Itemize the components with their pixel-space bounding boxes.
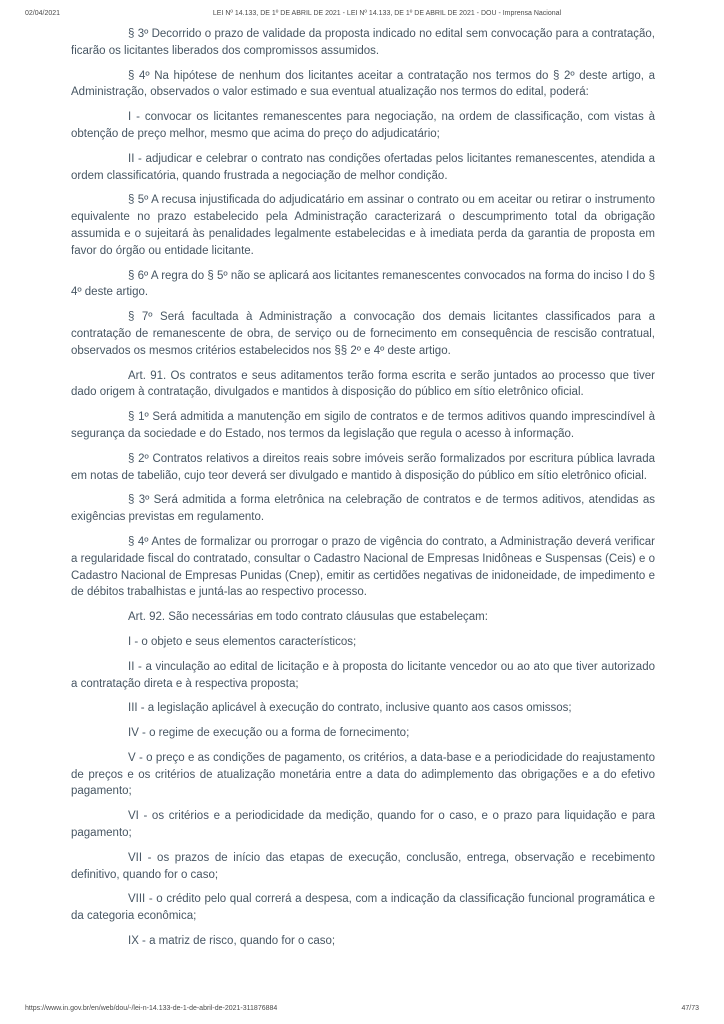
source-url: https://www.in.gov.br/en/web/dou/-/lei-n-14.133-de-1-de-abril-de-2021-311876884 [25, 1005, 278, 1012]
paragraph: IX - a matriz de risco, quando for o caso; [128, 935, 336, 948]
paragraph: I - o objeto e seus elementos característicos; [128, 635, 357, 648]
paragraph: IV - o regime de execução ou a forma de fornecimento; [128, 727, 410, 740]
paragraph: § 6º A regra do § 5º não se aplicará aos licitantes remanescentes convocados na forma do inciso I do § 4º deste artigo. [71, 269, 655, 299]
paragraph: VI - os critérios e a periodicidade da medição, quando for o caso, e o prazo para liquidação e para pagamento; [71, 810, 655, 840]
print-date: 02/04/2021 [25, 10, 61, 17]
paragraph: § 1º Será admitida a manutenção em sigilo de contratos e de termos aditivos quando imprescindível à segurança da sociedade e do Estado, nos termos da legislação que regula o acesso à informação. [71, 411, 655, 440]
print-header [0, 10, 724, 22]
print-footer [0, 1002, 724, 1012]
document-title: LEI Nº 14.133, DE 1º DE ABRIL DE 2021 - LEI Nº 14.133, DE 1º DE ABRIL DE 2021 - DOU - Imprensa Nacional [212, 10, 562, 17]
paragraph: Art. 91. Os contratos e seus aditamentos terão forma escrita e serão juntados ao processo que tiver dado origem à contratação, divulgados e mantidos à disposição do público em sítio eletrônico oficial. [71, 369, 655, 399]
paragraph: II - a vinculação ao edital de licitação e à proposta do licitante vencedor ou ao ato que tiver autorizado a contratação direta e à respectiva proposta; [71, 660, 655, 690]
paragraph: VIII - o crédito pelo qual correrá a despesa, com a indicação da classificação funcional programática e da categoria econômica; [71, 893, 655, 923]
paragraph: § 4º Na hipótese de nenhum dos licitantes aceitar a contratação nos termos do § 2º deste artigo, a Administração, observados o valor estimado e sua eventual atualização nos termos do edital, poderá: [71, 69, 655, 99]
paragraph: III - a legislação aplicável à execução do contrato, inclusive quanto aos casos omissos; [128, 702, 572, 715]
paragraph: § 3º Será admitida a forma eletrônica na celebração de contratos e de termos aditivos, atendidas as exigências previstas em regulamento. [71, 494, 655, 524]
paragraph: V - o preço e as condições de pagamento, os critérios, a data-base e a periodicidade do reajustamento de preços e os critérios de atualização monetária entre a data do adimplemento das obrigações e a do efetivo pagamento; [71, 751, 655, 798]
paragraph: § 4º Antes de formalizar ou prorrogar o prazo de vigência do contrato, a Administração deverá verificar a regularidade fiscal do contratado, consultar o Cadastro Nacional de Empresas Inidôneas e Suspensas (Ceis) e o Cadastro Nacional de Empresas Punidas (Cnep), emitir as certidões negativas de inidoneidade, de impedimento e de débitos trabalhistas e juntá-las ao respectivo processo. [71, 535, 655, 599]
page-number: 47/73 [681, 1005, 699, 1012]
paragraph: § 5º A recusa injustificada do adjudicatário em assinar o contrato ou em aceitar ou retirar o instrumento equivalente no prazo estabelecido pela Administração caracterizará o descumprimento total da obrigação assumida e o sujeitará às penalidades legalmente estabelecidas e à imediata perda da garantia de proposta em favor do órgão ou entidade licitante. [71, 194, 655, 257]
document-body [71, 26, 655, 958]
paragraph: § 7º Será facultada à Administração a convocação dos demais licitantes classificados para a contratação de remanescente de obra, de serviço ou de fornecimento em consequência de rescisão contratual, observados os mesmos critérios estabelecidos nos §§ 2º e 4º deste artigo. [71, 311, 655, 357]
paragraph: VII - os prazos de início das etapas de execução, conclusão, entrega, observação e recebimento definitivo, quando for o caso; [71, 851, 655, 881]
paragraph: II - adjudicar e celebrar o contrato nas condições ofertadas pelos licitantes remanescentes, atendida a ordem classificatória, quando frustrada a negociação de melhor condição. [71, 152, 655, 182]
paragraph: Art. 92. São necessárias em todo contrato cláusulas que estabeleçam: [128, 611, 488, 624]
paragraph: I - convocar os licitantes remanescentes para negociação, na ordem de classificação, com vistas à obtenção de preço melhor, mesmo que acima do preço do adjudicatário; [71, 111, 655, 140]
paragraph: § 3º Decorrido o prazo de validade da proposta indicado no edital sem convocação para a contratação, ficarão os licitantes liberados dos compromissos assumidos. [71, 28, 655, 57]
paragraph: § 2º Contratos relativos a direitos reais sobre imóveis serão formalizados por escritura pública lavrada em notas de tabelião, cujo teor deverá ser divulgado e mantido à disposição do público em sítio eletrônico oficial. [71, 452, 655, 482]
